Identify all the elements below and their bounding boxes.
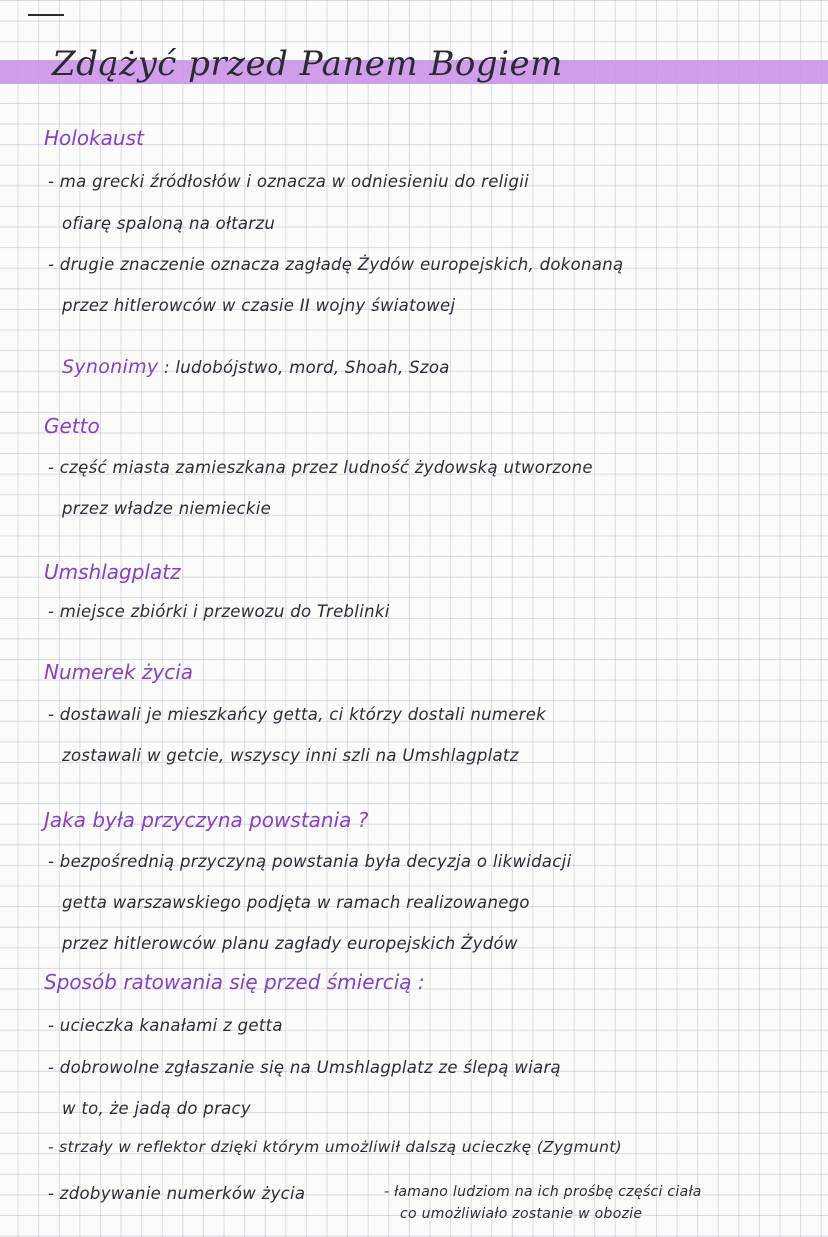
note-line: getta warszawskiego podjęta w ramach realizowanego	[62, 893, 530, 912]
heading-umshlagplatz: Umshlagplatz	[44, 560, 181, 584]
note-line: - miejsce zbiórki i przewozu do Treblinki	[48, 602, 390, 621]
synonyms-label: Synonimy	[62, 356, 159, 378]
synonyms-line	[62, 356, 450, 378]
note-line: ofiarę spaloną na ołtarzu	[62, 214, 276, 233]
top-rule	[28, 14, 64, 16]
note-line: zostawali w getcie, wszyscy inni szli na Umshlagplatz	[62, 746, 519, 765]
note-line: przez hitlerowców w czasie II wojny światowej	[62, 296, 456, 315]
note-line: - łamano ludziom na ich prośbę części ciała	[384, 1184, 702, 1200]
heading-przyczyna: Jaka była przyczyna powstania ?	[44, 808, 369, 832]
synonyms-text: : ludobójstwo, mord, Shoah, Szoa	[164, 358, 450, 377]
heading-numerek-zycia: Numerek życia	[44, 660, 194, 684]
note-line: w to, że jadą do pracy	[62, 1099, 251, 1118]
note-line: przez władze niemieckie	[62, 499, 272, 518]
note-line: - dostawali je mieszkańcy getta, ci którzy dostali numerek	[48, 705, 547, 724]
note-line: - drugie znaczenie oznacza zagładę Żydów europejskich, dokonaną	[48, 255, 624, 274]
note-line: - część miasta zamieszkana przez ludność żydowską utworzone	[48, 458, 593, 477]
note-line: - strzały w reflektor dzięki którym umożliwił dalszą ucieczkę (Zygmunt)	[48, 1138, 622, 1156]
heading-holokaust: Holokaust	[44, 126, 144, 150]
page-title: Zdążyć przed Panem Bogiem	[52, 44, 563, 84]
note-line: - ma grecki źródłosłów i oznacza w odniesieniu do religii	[48, 172, 529, 191]
heading-getto: Getto	[44, 414, 100, 438]
note-line: co umożliwiało zostanie w obozie	[400, 1206, 643, 1222]
note-line: przez hitlerowców planu zagłady europejskich Żydów	[62, 934, 518, 953]
heading-sposob: Sposób ratowania się przed śmiercią :	[44, 970, 425, 994]
note-line: - ucieczka kanałami z getta	[48, 1016, 283, 1035]
note-line: - bezpośrednią przyczyną powstania była decyzja o likwidacji	[48, 852, 572, 871]
note-line: - dobrowolne zgłaszanie się na Umshlagplatz ze ślepą wiarą	[48, 1058, 561, 1077]
note-line: - zdobywanie numerków życia	[48, 1184, 306, 1203]
